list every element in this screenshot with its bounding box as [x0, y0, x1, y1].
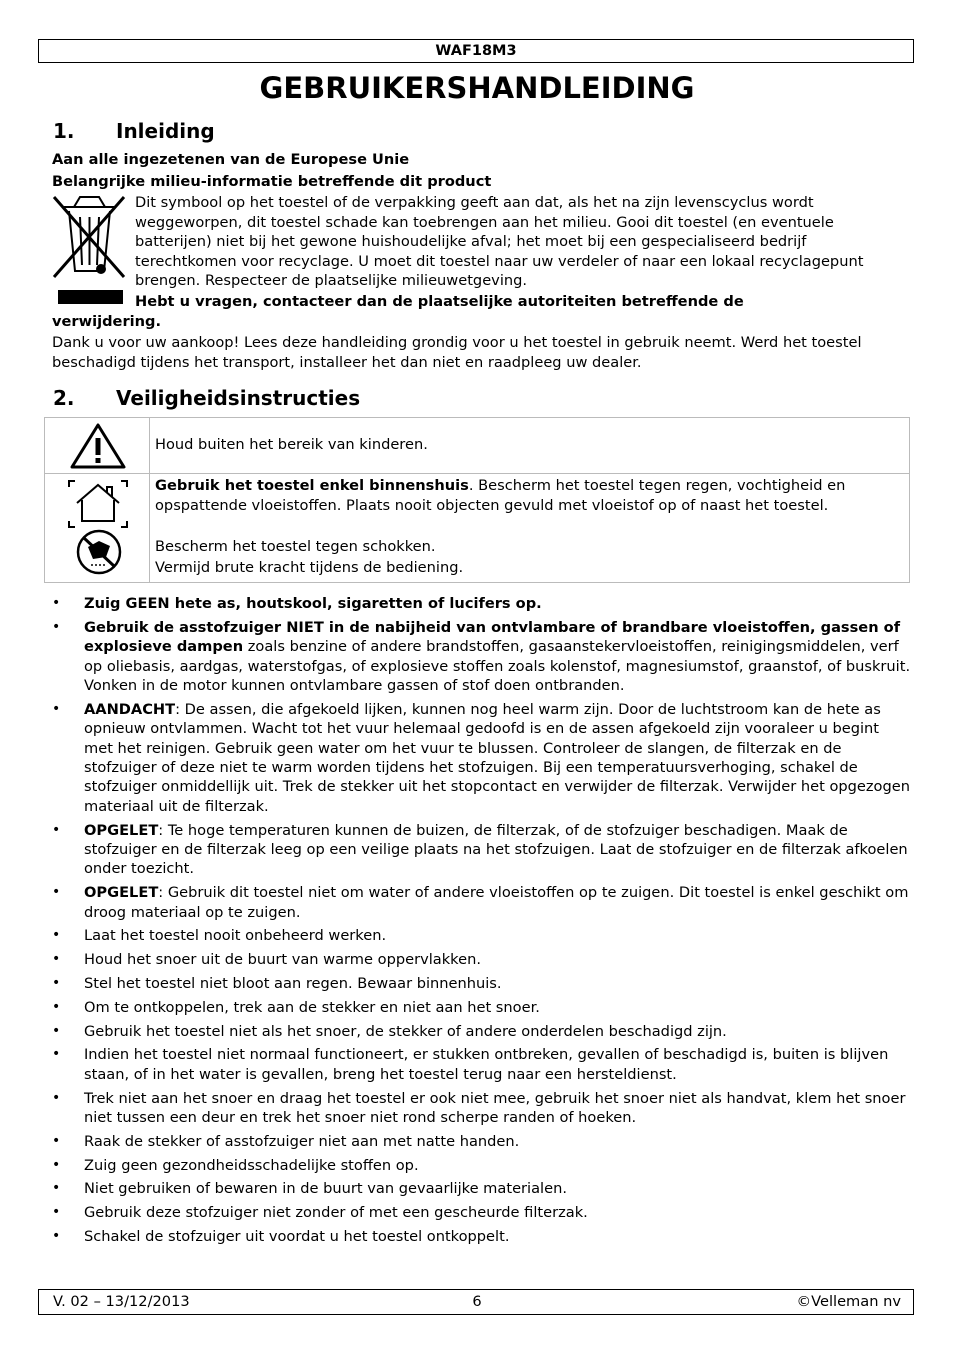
no-force-text: Vermijd brute kracht tijdens de bediening.	[155, 559, 464, 576]
eu-subheading: Aan alle ingezetenen van de Europese Unie	[52, 151, 410, 168]
weee-description: Dit symbool op het toestel of de verpakking geeft aan dat, als het na zijn levenscyclus wordt weggeworpen, dit toestel schade kan toebrengen aan het milieu. Gooi dit toestel (en eventuele batterijen) niet bij het gewone huishoudelijke afval; het moet bij een gespecialiseerd bedrijf terechtkomen voor recyclage. U moet dit toestel naar uw verdeler of naar een lokaal recyclagepunt brengen. Respecteer de plaatselijke milieuwetgeving.	[135, 194, 864, 290]
list-item: • Zuig GEEN hete as, houtskool, sigaretten of lucifers op.	[52, 594, 912, 613]
list-item: • Indien het toestel niet normaal functioneert, er stukken ontbreken, gevallen of beschadigd is, buiten is blijven staan, of in het water is gevallen, breng het toestel terug naar een hersteldienst.	[52, 1045, 912, 1084]
shock-protection-text: Bescherm het toestel tegen schokken.	[155, 538, 436, 555]
weee-bin-icon	[52, 195, 127, 307]
copyright: ©Velleman nv	[796, 1293, 901, 1310]
page-title: GEBRUIKERSHANDLEIDING	[259, 71, 695, 105]
list-item: • OPGELET: Gebruik dit toestel niet om water of andere vloeistoffen op te zuigen. Dit toestel is enkel geschikt om droog materiaal op te zuigen.	[52, 883, 912, 922]
list-item: • Raak de stekker of asstofzuiger niet aan met natte handen.	[52, 1132, 912, 1151]
list-item: • Stel het toestel niet bloot aan regen. Bewaar binnenhuis.	[52, 974, 912, 993]
weee-contact-line1: Hebt u vragen, contacteer dan de plaatselijke autoriteiten betreffende de	[135, 293, 744, 310]
safety-bullet-list	[52, 594, 912, 1251]
list-item: • Gebruik het toestel niet als het snoer, de stekker of andere onderdelen beschadigd zijn.	[52, 1022, 912, 1041]
indoor-use-icon	[67, 479, 129, 529]
weee-contact-line2: verwijdering.	[52, 313, 162, 330]
page-footer	[38, 1289, 914, 1315]
warning-triangle-icon	[69, 422, 127, 470]
list-item: • OPGELET: Te hoge temperaturen kunnen de buizen, de filterzak, of de stofzuiger beschadigen. Maak de stofzuiger en de filterzak leeg op een veilige plaats na het stofzuigen. Laat de stofzuiger en de filterzak afkoelen onder toezicht.	[52, 821, 912, 879]
section-2-heading	[53, 385, 360, 411]
indoor-use-bold: Gebruik het toestel enkel binnenshuis	[155, 477, 469, 494]
safety-row-indoor	[45, 473, 909, 582]
section-2-number: 2.	[53, 386, 75, 410]
thanks-paragraph: Dank u voor uw aankoop! Lees deze handleiding grondig voor u het toestel in gebruik neemt. Werd het toestel beschadigd tijdens het transport, installeer het dan niet en raadpleeg uw dealer.	[52, 334, 862, 371]
section-1-number: 1.	[53, 119, 75, 143]
keep-from-children-text: Houd buiten het bereik van kinderen.	[155, 436, 428, 453]
list-item: • Laat het toestel nooit onbeheerd werken.	[52, 926, 912, 945]
header-model: WAF18M3	[38, 39, 914, 63]
list-item: • Om te ontkoppelen, trek aan de stekker en niet aan het snoer.	[52, 998, 912, 1017]
indoor-use-rest: . Bescherm het toestel tegen regen, vochtigheid en opspattende vloeistoffen. Plaats nooit objecten gevuld met vloeistof op of naast het toestel.	[155, 477, 846, 514]
indoor-use-text	[155, 476, 903, 515]
list-item: • Niet gebruiken of bewaren in de buurt van gevaarlijke materialen.	[52, 1179, 912, 1198]
list-item: • AANDACHT: De assen, die afgekoeld lijken, kunnen nog heel warm zijn. Door de luchtstroom kan de hete as opnieuw ontvlammen. Wacht tot het vuur helemaal gedoofd is en de assen afgekoeld zijn vooraleer u begint met het reinigen. Gebruik geen water om het vuur te blussen. Controleer de slangen, de filterzak en de stofzuiger of deze niet te warm worden tijdens het stofzuigen. Bij een temperatuursverhoging, schakel de stofzuiger onmiddellijk uit. Trek de stekker uit het stopcontact en verwijder de filterzak. Verwijder het opgezogen materiaal uit de filterzak.	[52, 700, 912, 816]
list-item: • Houd het snoer uit de buurt van warme oppervlakken.	[52, 950, 912, 969]
section-1-heading	[53, 118, 215, 144]
environment-subheading: Belangrijke milieu-informatie betreffende dit product	[52, 173, 492, 190]
page-number: 6	[472, 1293, 482, 1310]
list-item: • Gebruik de asstofzuiger NIET in de nabijheid van ontvlambare of brandbare vloeistoffen, gassen of explosieve dampen zoals benzine of andere brandstoffen, gasaanstekervloeistoffen, reinigingsmiddelen, verf op oliebasis, aardgas, waterstofgas, of explosieve stoffen zoals kolenstof, magnesiumstof, graanstof, of buskruit. Vonken in de motor kunnen ontvlambare gassen of stof doen ontbranden.	[52, 618, 912, 696]
section-1-title: Inleiding	[116, 119, 215, 143]
list-item: • Zuig geen gezondheidsschadelijke stoffen op.	[52, 1156, 912, 1175]
no-shock-icon	[75, 529, 123, 575]
safety-table	[44, 417, 910, 583]
list-item: • Gebruik deze stofzuiger niet zonder of met een gescheurde filterzak.	[52, 1203, 912, 1222]
safety-row-children	[45, 418, 909, 474]
section-2-title: Veiligheidsinstructies	[116, 386, 361, 410]
list-item: • Schakel de stofzuiger uit voordat u het toestel ontkoppelt.	[52, 1227, 912, 1246]
version-date: V. 02 – 13/12/2013	[53, 1293, 190, 1310]
list-item: • Trek niet aan het snoer en draag het toestel er ook niet mee, gebruik het snoer niet als handvat, klem het snoer niet tussen een deur en trek het snoer niet rond scherpe randen of hoeken.	[52, 1089, 912, 1128]
